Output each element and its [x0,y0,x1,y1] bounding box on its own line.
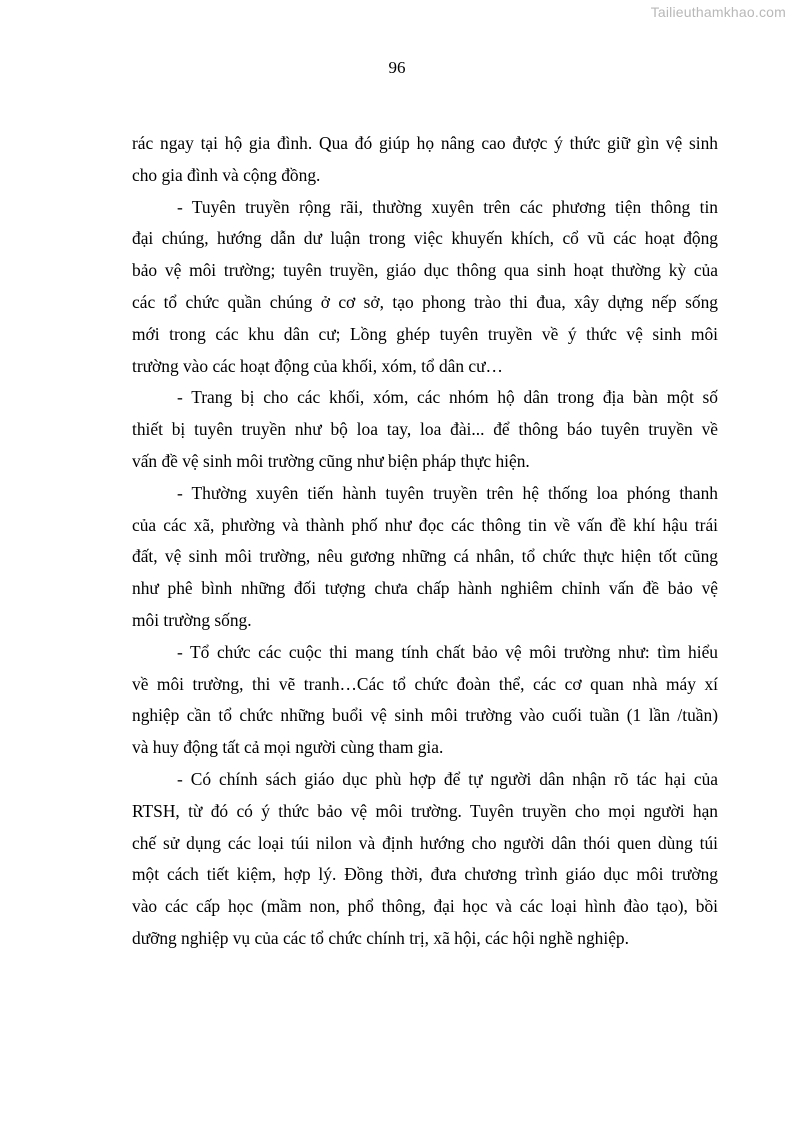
text-line: - Trang bị cho các khối, xóm, các nhóm hộ dân trong địa bàn một số [177,387,718,408]
text-line: RTSH, từ đó có ý thức bảo vệ môi trường. Tuyên truyền cho mọi người hạn [132,800,718,821]
text-line: chế sử dụng các loại túi nilon và định hướng cho người dân thói quen dùng túi [132,832,718,853]
text-line: về môi trường, thi vẽ tranh…Các tổ chức đoàn thể, các cơ quan nhà máy xí [132,673,718,694]
text-line: trường vào các hoạt động của khối, xóm, tổ dân cư… [132,355,503,376]
text-line: - Thường xuyên tiến hành tuyên truyền trên hệ thống loa phóng thanh [177,482,718,503]
text-line: - Tuyên truyền rộng rãi, thường xuyên trên các phương tiện thông tin [177,196,718,217]
text-line: một cách tiết kiệm, hợp lý. Đồng thời, đưa chương trình giáo dục môi trường [132,864,718,885]
text-line: đại chúng, hướng dẫn dư luận trong việc khuyến khích, cổ vũ các hoạt động [132,228,718,249]
text-line: rác ngay tại hộ gia đình. Qua đó giúp họ nâng cao được ý thức giữ gìn vệ sinh [132,133,718,153]
paragraph [132,478,718,637]
text-line: cho gia đình và cộng đồng. [132,164,321,185]
watermark: Tailieuthamkhao.com [650,4,786,20]
paragraph [132,192,718,383]
document-body [132,128,718,955]
text-line: bảo vệ môi trường; tuyên truyền, giáo dục thông qua sinh hoạt thường kỳ của [132,260,718,281]
text-line: như phê bình những đối tượng chưa chấp hành nghiêm chỉnh vấn đề bảo vệ [132,578,718,599]
text-line: các tổ chức quần chúng ở cơ sở, tạo phong trào thi đua, xây dựng nếp sống [132,291,718,312]
paragraph [132,637,718,764]
text-line: của các xã, phường và thành phố như đọc các thông tin về vấn đề khí hậu trái [132,514,718,535]
text-line: - Có chính sách giáo dục phù hợp để tự người dân nhận rõ tác hại của [177,768,718,789]
text-line: mới trong các khu dân cư; Lồng ghép tuyên truyền về ý thức vệ sinh môi [132,323,718,344]
text-line: nghiệp cần tổ chức những buổi vệ sinh môi trường vào cuối tuần (1 lần /tuần) [132,705,718,726]
text-line: môi trường sống. [132,609,252,630]
text-line: đất, vệ sinh môi trường, nêu gương những cá nhân, tổ chức thực hiện tốt cũng [132,546,718,567]
text-line: và huy động tất cả mọi người cùng tham gia. [132,737,444,758]
page-number: 96 [388,58,406,77]
paragraph [132,764,718,955]
text-line: vấn đề vệ sinh môi trường cũng như biện pháp thực hiện. [132,450,530,471]
text-line: vào các cấp học (mầm non, phổ thông, đại học và các loại hình đào tạo), bồi [132,896,718,917]
paragraph [132,382,718,477]
text-line: dưỡng nghiệp vụ của các tổ chức chính trị, xã hội, các hội nghề nghiệp. [132,927,629,948]
paragraph [132,128,718,192]
text-line: thiết bị tuyên truyền như bộ loa tay, loa đài... để thông báo tuyên truyền về [132,419,718,440]
text-line: - Tổ chức các cuộc thi mang tính chất bảo vệ môi trường như: tìm hiểu [177,641,718,662]
